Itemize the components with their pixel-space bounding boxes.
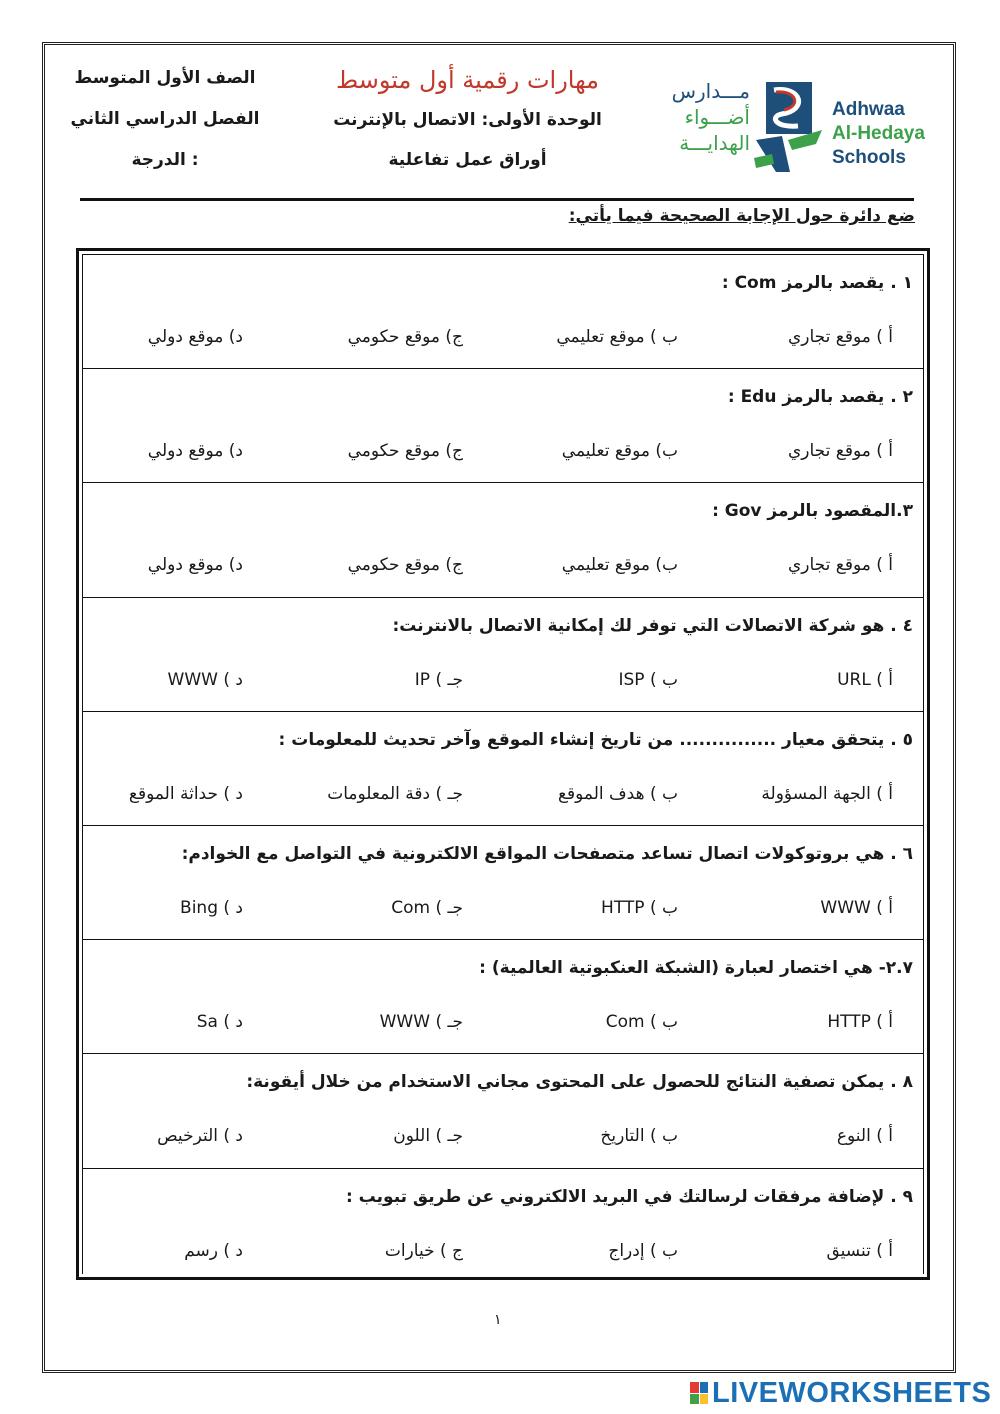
options-row — [83, 670, 923, 696]
option-a[interactable]: أ ) موقع تجاري — [787, 555, 893, 576]
semester-label: الفصل الدراسي الثاني — [70, 109, 260, 129]
option-c[interactable]: ج) موقع حكومي — [347, 327, 463, 347]
question-6 — [83, 826, 923, 940]
grade-label: الصف الأول المتوسط — [74, 68, 256, 88]
logo-english-text — [832, 98, 925, 170]
question-text: ٢.٧- هي اختصار لعبارة (الشبكة العنكبوتية العالمية) : — [479, 958, 913, 979]
option-a[interactable]: أ ) النوع — [836, 1126, 893, 1147]
unit-title: الوحدة الأولى: الاتصال بالإنترنت — [333, 110, 602, 130]
option-a[interactable]: أ ) الجهة المسؤولة — [761, 783, 893, 804]
options-row — [83, 1126, 923, 1152]
option-b[interactable]: ب ) التاريخ — [600, 1126, 678, 1147]
subject-title: مهارات رقمية أول متوسط — [335, 66, 600, 94]
liveworksheets-logo — [690, 1378, 991, 1408]
option-b[interactable]: ب ) هدف الموقع — [557, 783, 678, 804]
options-row — [83, 441, 923, 467]
option-b[interactable]: ب) موقع تعليمي — [561, 555, 678, 576]
header-class-info — [45, 68, 285, 191]
option-b[interactable]: ب ) إدراج — [608, 1240, 678, 1261]
page-number: ١ — [494, 1312, 502, 1328]
option-a[interactable]: أ ) تنسيق — [826, 1240, 893, 1261]
option-c[interactable]: جـ ) دقة المعلومات — [327, 783, 463, 804]
header-subject-info — [330, 66, 605, 170]
option-c[interactable]: ج ) خيارات — [384, 1240, 463, 1261]
question-1 — [83, 255, 923, 369]
options-row — [83, 784, 923, 810]
logo-arabic-line2: أضـــواء — [684, 105, 750, 129]
option-a[interactable]: أ ) موقع تجاري — [787, 327, 893, 347]
options-row — [83, 327, 923, 353]
option-a[interactable]: أ ) URL — [837, 669, 893, 690]
question-text: ٩ . لإضافة مرفقات لرسالتك في البريد الالكتروني عن طريق تبويب : — [345, 1186, 913, 1207]
option-c[interactable]: جـ ) Com — [391, 897, 463, 918]
question-text: ٤ . هو شركة الاتصالات التي توفر لك إمكانية الاتصال بالانترنت: — [392, 615, 913, 636]
liveworksheets-icon — [690, 1382, 708, 1404]
options-row — [83, 555, 923, 581]
question-2 — [83, 369, 923, 483]
option-b[interactable]: ب ) HTTP — [601, 897, 678, 918]
question-7 — [83, 940, 923, 1054]
question-3 — [83, 483, 923, 597]
option-b[interactable]: ب ) Com — [605, 1012, 678, 1033]
questions-list — [82, 254, 924, 1274]
logo-english-line2: Al-Hedaya — [832, 123, 925, 144]
option-d[interactable]: د ) Bing — [180, 897, 243, 918]
logo-english-line1: Adhwaa — [832, 99, 905, 120]
logo-english-line3: Schools — [832, 147, 906, 168]
option-d[interactable]: د ) رسم — [184, 1240, 243, 1261]
question-text: ٥ . يتحقق معيار ............... من تاريخ إنشاء الموقع وآخر تحديث للمعلومات : — [278, 729, 913, 750]
option-d[interactable]: د) موقع دولي — [147, 327, 243, 347]
question-text: ٦ . هي بروتوكولات اتصال تساعد متصفحات المواقع الالكترونية في التواصل مع الخوادم: — [181, 843, 913, 864]
option-b[interactable]: ب) موقع تعليمي — [561, 441, 678, 462]
option-b[interactable]: ب ) ISP — [618, 669, 678, 690]
option-c[interactable]: جـ ) اللون — [393, 1126, 463, 1147]
question-9 — [83, 1169, 923, 1283]
option-d[interactable]: د ) الترخيص — [157, 1126, 243, 1147]
logo-arabic-line3: الهدايـــة — [679, 131, 750, 155]
option-b[interactable]: ب ) موقع تعليمي — [556, 327, 678, 347]
instruction-text: ضع دائرة حول الإجابة الصحيحة فيما يأتي: — [568, 206, 915, 226]
option-d[interactable]: د ) حداثة الموقع — [128, 783, 243, 804]
options-row — [83, 1241, 923, 1267]
option-a[interactable]: أ ) WWW — [820, 897, 893, 918]
worksheet-type: أوراق عمل تفاعلية — [388, 150, 547, 170]
question-text: ٣.المقصود بالرمز Gov : — [712, 501, 913, 522]
question-8 — [83, 1054, 923, 1168]
questions-container — [76, 248, 930, 1280]
option-a[interactable]: أ ) HTTP — [827, 1012, 893, 1033]
question-text: ٢ . يقصد بالرمز Edu : — [727, 387, 913, 408]
option-d[interactable]: د ) WWW — [167, 669, 243, 690]
option-c[interactable]: ج) موقع حكومي — [347, 555, 463, 576]
question-text: ٨ . يمكن تصفية النتائج للحصول على المحتوى مجاني الاستخدام من خلال أيقونة: — [246, 1072, 913, 1093]
options-row — [83, 898, 923, 924]
option-a[interactable]: أ ) موقع تجاري — [787, 441, 893, 462]
logo-arabic-line1: مـــدارس — [671, 79, 750, 103]
question-text: ١ . يقصد بالرمز Com : — [721, 273, 913, 293]
score-label: الدرجة : — [131, 150, 199, 170]
option-c[interactable]: جـ ) IP — [414, 669, 463, 690]
school-logo — [640, 78, 930, 178]
liveworksheets-wordmark: LIVEWORKSHEETS — [712, 1376, 992, 1409]
option-d[interactable]: د) موقع دولي — [147, 555, 243, 576]
logo-emblem-icon — [752, 80, 826, 176]
option-d[interactable]: د ) Sa — [196, 1012, 243, 1033]
header-divider — [80, 198, 914, 201]
question-5 — [83, 712, 923, 826]
question-4 — [83, 598, 923, 712]
option-c[interactable]: جـ ) WWW — [379, 1012, 463, 1033]
option-d[interactable]: د) موقع دولي — [147, 441, 243, 462]
option-c[interactable]: ج) موقع حكومي — [347, 441, 463, 462]
options-row — [83, 1012, 923, 1038]
logo-arabic-text — [640, 78, 750, 156]
